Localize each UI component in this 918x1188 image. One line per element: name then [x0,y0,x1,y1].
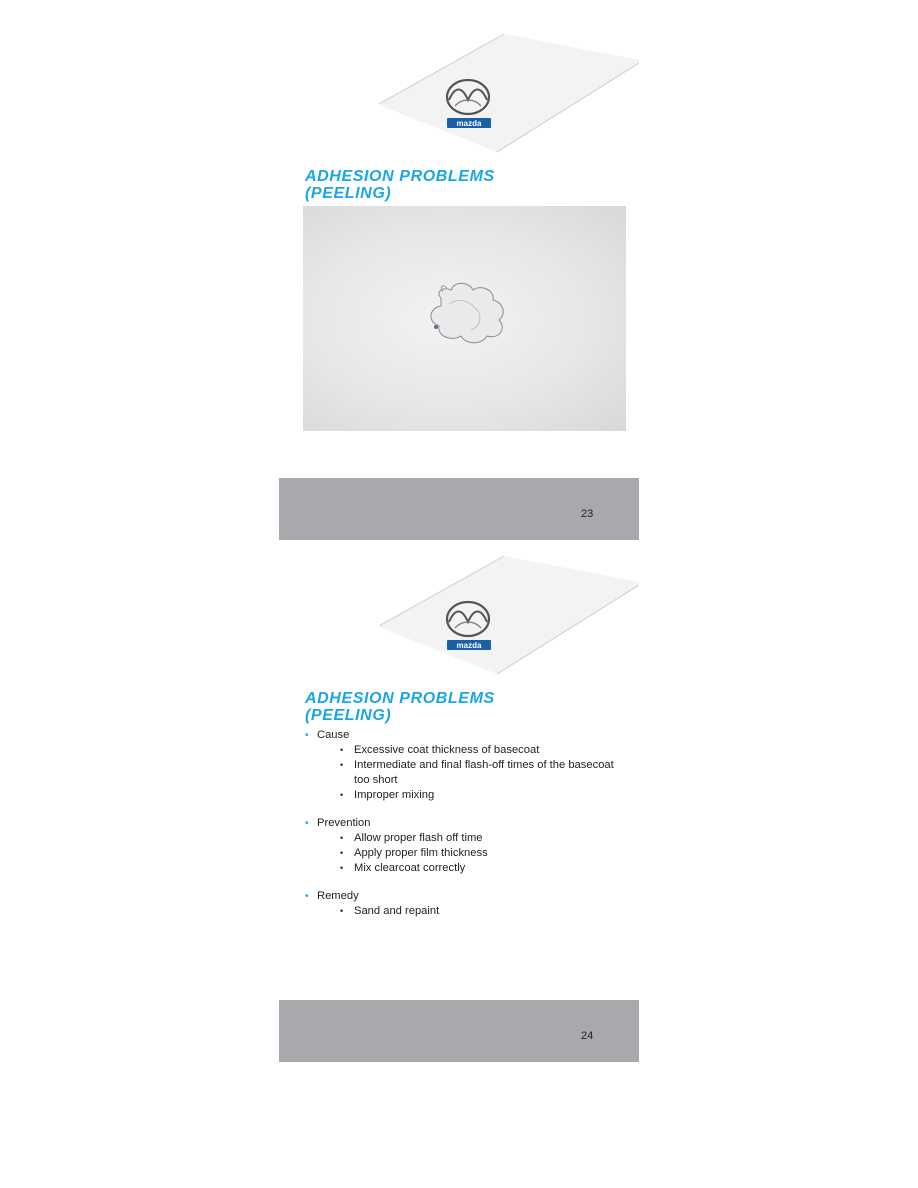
title-line-2: (PEELING) [305,707,392,724]
prevention-section [305,816,625,876]
bullet-icon: • [340,848,344,858]
header-banner [279,556,639,686]
section-heading: • Remedy [305,890,359,902]
section-heading: • Cause [305,729,350,741]
page-number: 23 [581,508,594,520]
slide-title [305,690,495,724]
section-heading: • Prevention [305,817,371,829]
bullet-list [305,728,625,932]
page-number: 24 [581,1030,594,1042]
footer-bar [279,478,639,540]
cause-section [305,728,625,803]
bullet-icon: • [305,818,309,829]
bullet-icon: • [340,833,344,843]
peeling-paint-photo [303,206,626,431]
list-item: • Allow proper flash off time [340,832,483,844]
bullet-icon: • [340,760,344,770]
list-item: • Intermediate and final flash-off times of the basecoat too short [340,759,614,786]
svg-text:mazda: mazda [456,641,482,650]
bullet-icon: • [340,745,344,755]
footer-bar [279,1000,639,1062]
list-item: • Mix clearcoat correctly [340,862,466,874]
bullet-icon: • [305,730,309,741]
bullet-icon: • [340,790,344,800]
list-item: • Improper mixing [340,789,435,801]
list-item: • Apply proper film thickness [340,847,488,859]
title-line-2: (PEELING) [305,185,392,202]
title-line-1: ADHESION PROBLEMS [305,168,495,185]
list-item: • Sand and repaint [340,905,440,917]
slide-24 [279,556,639,1062]
slide-title [305,168,495,202]
bullet-icon: • [305,891,309,902]
svg-text:mazda: mazda [456,119,482,128]
slide-23 [279,34,639,540]
list-item: • Excessive coat thickness of basecoat [340,744,540,756]
bullet-icon: • [340,863,344,873]
banner-shape [379,34,639,152]
remedy-section [305,889,625,919]
peeling-flake-shape [431,283,503,343]
title-line-1: ADHESION PROBLEMS [305,690,495,707]
banner-shape [379,556,639,674]
header-banner [279,34,639,164]
bullet-icon: • [340,906,344,916]
